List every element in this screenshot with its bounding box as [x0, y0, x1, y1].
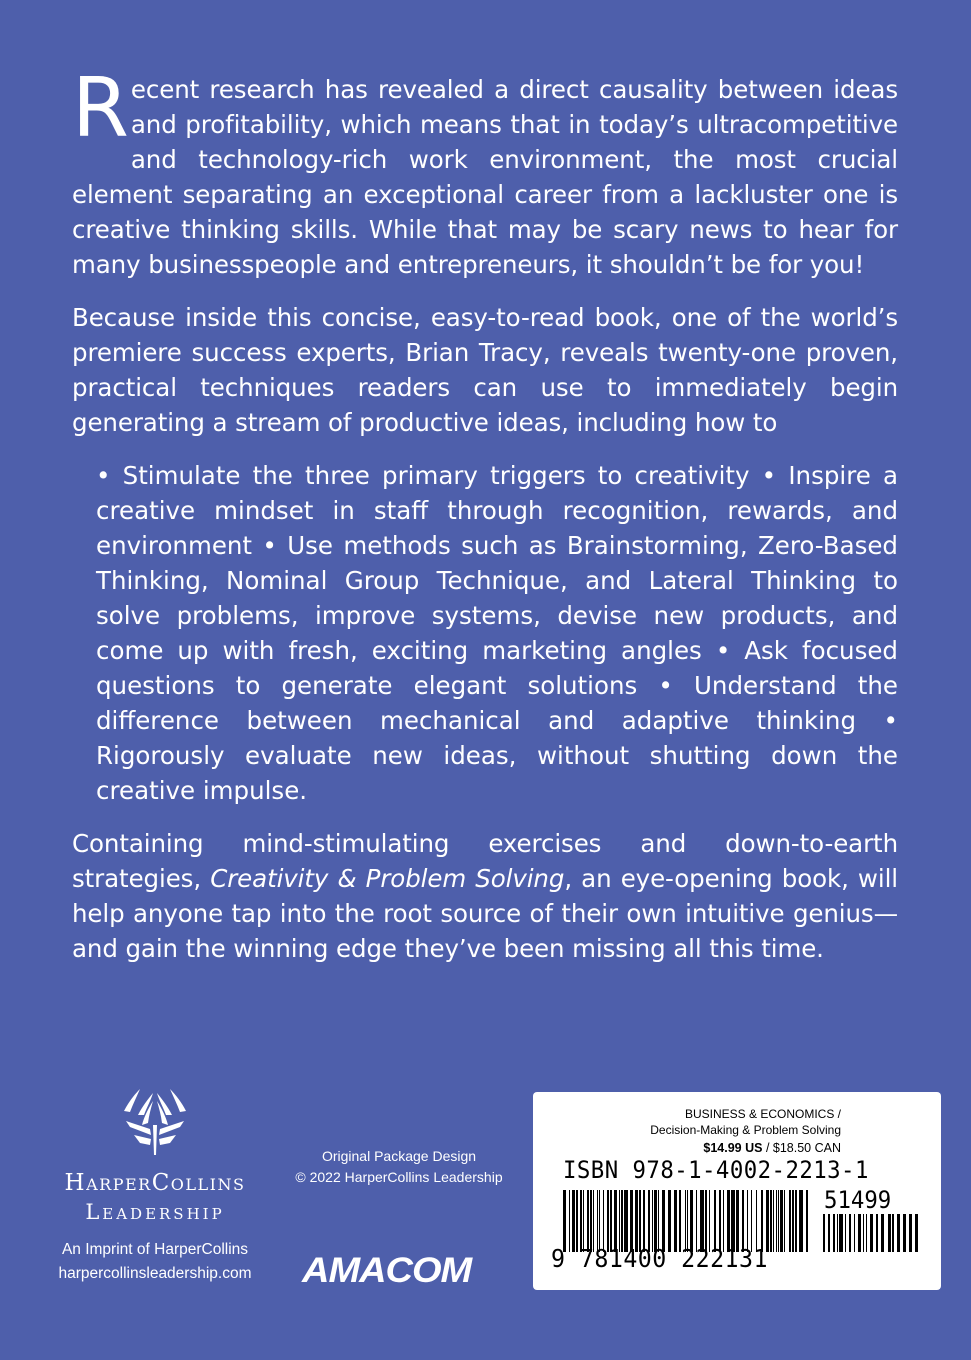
- barcode-panel: [533, 1092, 941, 1290]
- bullet-icon: •: [715, 636, 731, 665]
- closing-text-start: Containing mind-stimulating exercises and down-to-earth strategies,: [72, 829, 898, 893]
- credit-line-2: © 2022 HarperCollins Leadership: [295, 1169, 503, 1185]
- closing-paragraph: [72, 826, 898, 966]
- bisac-category: [581, 1106, 841, 1138]
- publisher-subtitle: Leadership: [85, 1200, 225, 1224]
- publisher-logo-block: [40, 1085, 270, 1286]
- bullet-icon: •: [658, 671, 673, 700]
- second-paragraph: Because inside this concise, easy-to-read book, one of the world’s premiere success experts, Brian Tracy, reveals twenty-one proven, practical techniques readers can use to immediately begin generating a stream of productive ideas, including how to: [72, 303, 898, 437]
- bullet-item: Inspire a creative mindset in staff through recognition, rewards, and environment: [96, 461, 898, 560]
- credit-line-1: Original Package Design: [321, 1148, 477, 1164]
- price-can: $18.50 CAN: [772, 1141, 841, 1155]
- bullet-item: Understand the difference between mechanical and adaptive thinking: [96, 671, 898, 735]
- design-credit: [283, 1146, 515, 1188]
- bullet-icon: •: [761, 461, 777, 490]
- bullet-icon: •: [883, 706, 898, 735]
- intro-text: ecent research has revealed a direct causality between ideas and profitability, which means that in today’s ultracompetitive and technology-rich work environment, the most crucial element separating an exceptional career from a lackluster one is creative thinking skills. While that may be scary news to hear for many businesspeople and entrepreneurs, it shouldn’t be for you!: [72, 75, 898, 279]
- bullet-icon: •: [262, 531, 277, 560]
- publisher-name: HarperCollins: [64, 1170, 246, 1196]
- bullet-item: Stimulate the three primary triggers to creativity: [122, 461, 750, 490]
- bullet-item: Rigorously evaluate new ideas, without shutting down the creative impulse.: [96, 741, 898, 805]
- book-title: Creativity & Problem Solving: [210, 864, 565, 893]
- closing-text-end: , an eye-opening book, will help anyone tap into the root source of their own intuitive genius—and gain the winning edge they’ve been missing all this time.: [72, 864, 898, 963]
- bullet-icon: •: [96, 461, 111, 490]
- drop-cap: R: [72, 61, 129, 156]
- publisher-website: harpercollinsleadership.com: [58, 1265, 252, 1282]
- price-line: [703, 1141, 841, 1155]
- butterfly-wings-icon: [120, 1085, 190, 1157]
- imprint-line: An Imprint of HarperCollins: [61, 1241, 249, 1258]
- price-separator: /: [762, 1141, 773, 1155]
- bullet-item: Use methods such as Brainstorming, Zero-Based Thinking, Nominal Group Technique, and Lateral Thinking to solve problems, improve systems, devise new products, and come up with fresh, exciting marketing angles: [96, 531, 898, 665]
- price-addon-barcode: [823, 1214, 919, 1252]
- barcode-digits: 9 781400 222131: [551, 1244, 768, 1273]
- price-us: $14.99 US: [703, 1141, 763, 1155]
- bullet-list: [96, 458, 898, 808]
- bullet-item: Ask focused questions to generate elegant solutions: [96, 636, 898, 700]
- category-line-2: Decision-Making & Problem Solving: [650, 1123, 841, 1137]
- amacom-logo: AMACOM: [302, 1251, 472, 1291]
- isbn-text: ISBN 978-1-4002-2213-1: [563, 1156, 869, 1184]
- ean-barcode: [563, 1190, 813, 1252]
- price-code: 51499: [824, 1186, 892, 1214]
- intro-paragraph: [72, 61, 898, 282]
- category-line-1: BUSINESS & ECONOMICS /: [684, 1107, 841, 1121]
- back-cover-copy: [72, 61, 898, 984]
